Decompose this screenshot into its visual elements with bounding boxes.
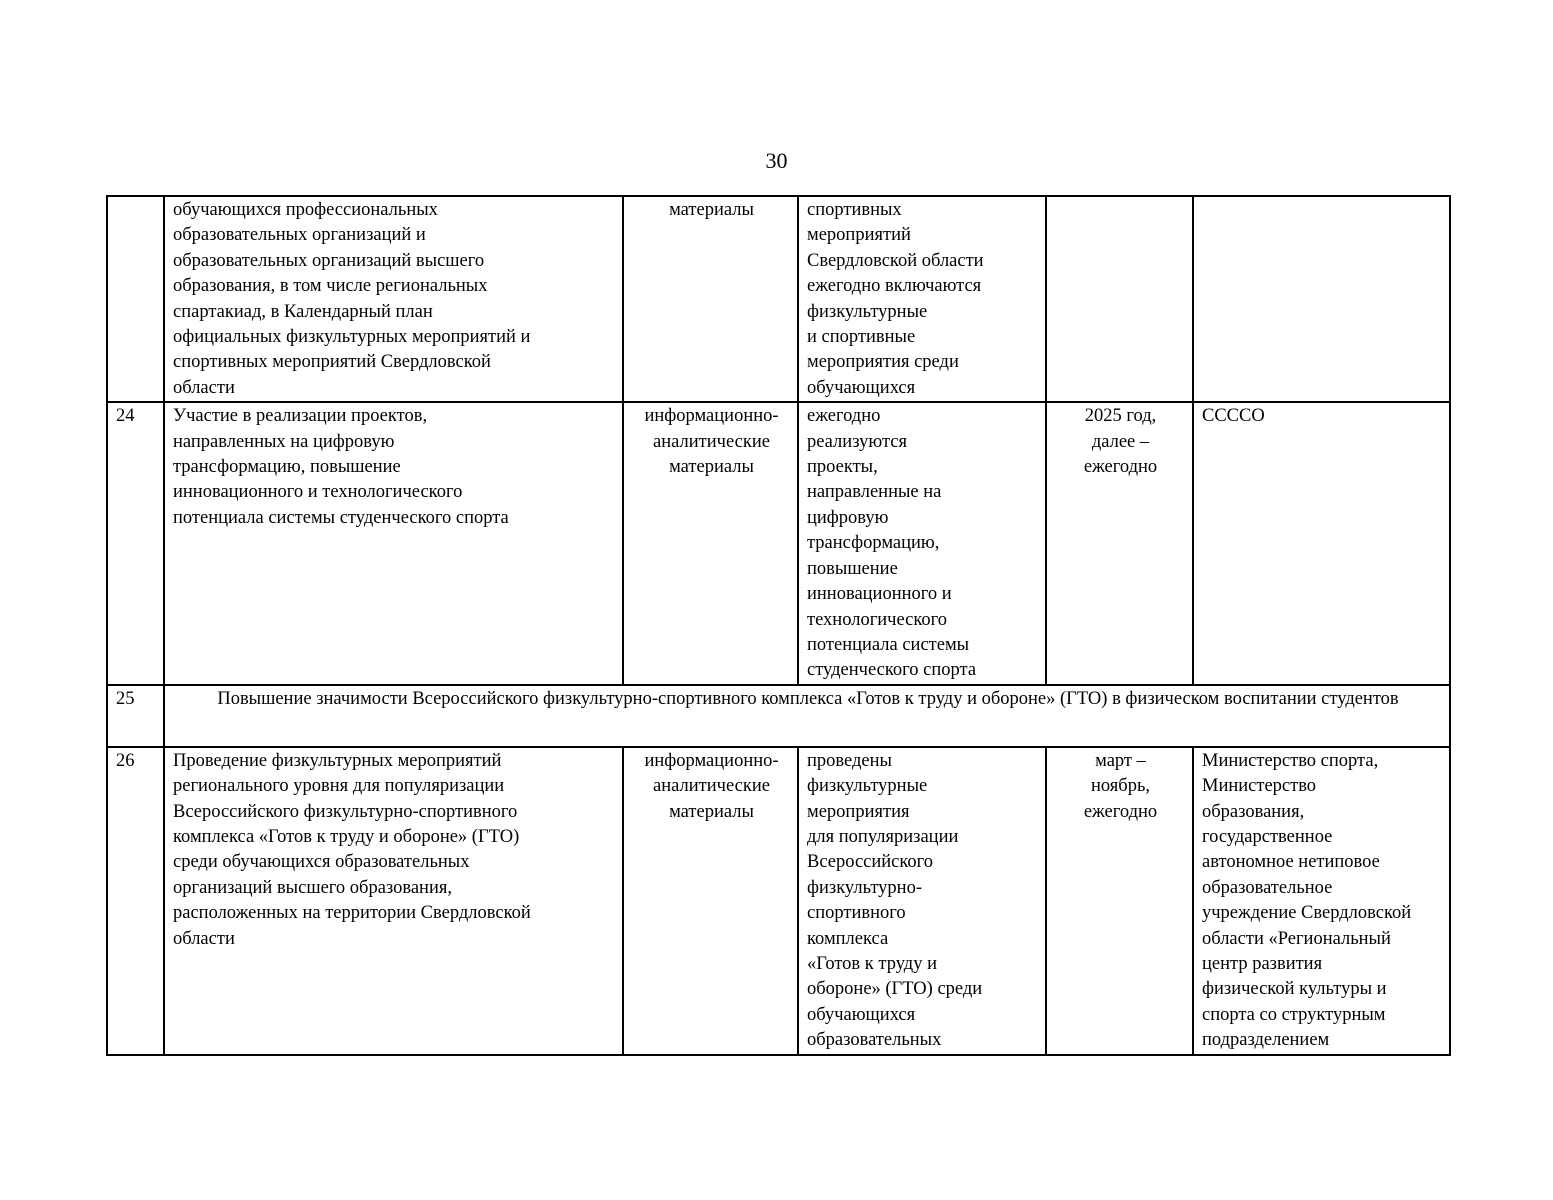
cell-line: образования, (1202, 801, 1305, 822)
page-number: 30 (765, 148, 788, 173)
result-cell (798, 196, 1046, 402)
cell-line: аналитические (653, 431, 770, 452)
activity-cell (164, 747, 623, 1055)
cell-line: трансформацию, (807, 533, 940, 554)
cell-line: Министерство спорта, (1202, 750, 1379, 771)
row-number (107, 196, 164, 402)
cell-line: обучающихся профессиональных (173, 200, 438, 220)
result-cell (798, 402, 1046, 684)
cell-line: ноябрь, (1090, 776, 1151, 797)
cell-line: образования, в том числе региональных (173, 276, 488, 297)
cell-line: Всероссийского (807, 852, 934, 873)
deadline-cell (1046, 402, 1193, 684)
cell-line: материалы (669, 801, 754, 822)
cell-line: официальных физкультурных мероприятий и (173, 327, 531, 348)
cell-line: материалы (669, 457, 754, 478)
cell-line: физкультурные (807, 776, 928, 797)
table-row (107, 196, 1450, 402)
plan-table (106, 195, 1451, 1056)
cell-line: Министерство (1202, 776, 1317, 797)
cell-line: СССCО (1202, 406, 1265, 427)
cell-line: среди обучающихся образовательных (173, 852, 470, 873)
cell-line: направленных на цифровую (173, 431, 395, 452)
cell-line: учреждение Свердловской (1202, 903, 1412, 924)
cell-line: области «Региональный (1202, 928, 1391, 949)
cell-line: Свердловской области (807, 250, 984, 271)
deadline-cell (1046, 747, 1193, 1055)
document-type-cell (623, 196, 798, 402)
cell-line: ежегодно (1083, 801, 1158, 822)
cell-line: области (173, 377, 235, 398)
cell-line: обучающихся (807, 1004, 916, 1025)
cell-line: образовательных организаций и (173, 225, 426, 246)
table-row (107, 747, 1450, 1055)
table-row (107, 685, 1450, 747)
cell-line: инновационного и технологического (173, 482, 463, 503)
cell-line: образовательных (807, 1030, 942, 1051)
cell-line: информационно- (644, 406, 779, 427)
section-title: Повышение значимости Всероссийского физкультурно-спортивного комплекса «Готов к труду и обороне» (ГТО) в физическом воспитании студентов (164, 685, 1450, 747)
cell-line: направленные на (807, 482, 942, 503)
cell-line: государственное (1202, 826, 1333, 847)
cell-line: спортивных (807, 200, 902, 220)
cell-line: образовательное (1202, 877, 1333, 898)
cell-line: для популяризации (807, 826, 959, 847)
cell-line: области (173, 928, 235, 949)
activity-cell (164, 196, 623, 402)
row-number: 26 (107, 747, 164, 1055)
cell-line: проведены (807, 750, 892, 771)
cell-line: Проведение физкультурных мероприятий (173, 750, 502, 771)
cell-line: ежегодно (807, 406, 881, 427)
cell-line: Всероссийского физкультурно-спортивного (173, 801, 518, 822)
cell-line: физкультурные (807, 301, 928, 322)
cell-line: потенциала системы (807, 634, 970, 655)
cell-line: регионального уровня для популяризации (173, 776, 505, 797)
cell-line: Участие в реализации проектов, (173, 406, 428, 427)
cell-line: ежегодно (1083, 457, 1158, 478)
cell-line: аналитические (653, 776, 770, 797)
row-number: 25 (107, 685, 164, 747)
cell-line: повышение (807, 558, 898, 579)
cell-line: материалы (669, 200, 754, 220)
cell-line: спорта со структурным (1202, 1004, 1386, 1025)
cell-line: цифровую (807, 507, 889, 528)
cell-line: 2025 год, (1084, 406, 1157, 427)
cell-line: «Готов к труду и (807, 953, 937, 974)
cell-line: автономное нетиповое (1202, 852, 1380, 873)
cell-line: комплекса (807, 928, 889, 949)
cell-line: организаций высшего образования, (173, 877, 452, 898)
cell-line: центр развития (1202, 953, 1323, 974)
cell-line: физкультурно- (807, 877, 922, 898)
responsible-cell (1193, 747, 1450, 1055)
cell-line: спортивного (807, 903, 906, 924)
cell-line: инновационного и (807, 584, 952, 605)
cell-line: мероприятия среди (807, 352, 959, 373)
cell-line: ежегодно включаются (807, 276, 982, 297)
document-type-cell (623, 402, 798, 684)
cell-line: физической культуры и (1202, 979, 1387, 1000)
deadline-cell (1046, 196, 1193, 402)
responsible-cell (1193, 402, 1450, 684)
cell-line: мероприятия (807, 801, 910, 822)
cell-line: комплекса «Готов к труду и обороне» (ГТО) (173, 826, 520, 847)
activity-cell (164, 402, 623, 684)
responsible-cell (1193, 196, 1450, 402)
cell-line: образовательных организаций высшего (173, 250, 485, 271)
cell-line: трансформацию, повышение (173, 457, 401, 478)
document-type-cell (623, 747, 798, 1055)
cell-line: и спортивные (807, 327, 916, 348)
table-row (107, 402, 1450, 684)
cell-line: далее – (1091, 431, 1150, 452)
cell-line: мероприятий (807, 225, 911, 246)
cell-line: обучающихся (807, 377, 916, 398)
cell-line: спортивных мероприятий Свердловской (173, 352, 491, 373)
cell-line: расположенных на территории Свердловской (173, 903, 531, 924)
cell-line: проекты, (807, 457, 878, 478)
cell-line: информационно- (644, 750, 779, 771)
cell-line: студенческого спорта (807, 660, 977, 681)
cell-line: спартакиад, в Календарный план (173, 301, 433, 322)
row-number: 24 (107, 402, 164, 684)
cell-line: март – (1095, 750, 1146, 771)
cell-line: подразделением (1202, 1030, 1330, 1051)
cell-line: потенциала системы студенческого спорта (173, 507, 509, 528)
cell-line: технологического (807, 609, 948, 630)
result-cell (798, 747, 1046, 1055)
cell-line: реализуются (807, 431, 907, 452)
cell-line: обороне» (ГТО) среди (807, 979, 983, 1000)
